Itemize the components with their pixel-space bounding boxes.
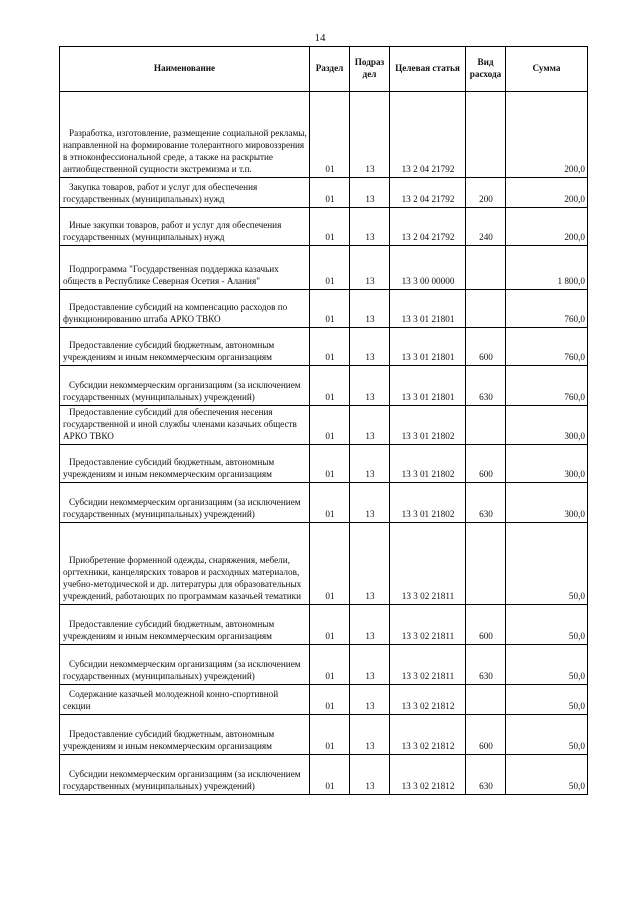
row-subsection: 13: [350, 482, 390, 522]
table-row: [60, 482, 588, 522]
row-sum: 300,0: [506, 406, 588, 445]
row-name: Субсидии некоммерческим организациям (за исключением государственных (муниципальных) учреждений): [60, 754, 310, 794]
row-expense-type: 600: [466, 444, 506, 482]
row-expense-type: [466, 290, 506, 328]
row-subsection: 13: [350, 604, 390, 644]
row-name: Иные закупки товаров, работ и услуг для обеспечения государственных (муниципальных) нужд: [60, 208, 310, 246]
table-row: [60, 604, 588, 644]
row-name: Разработка, изготовление, размещение социальной рекламы, направленной на формирование толерантного мировоззрения в этноконфессиональной среде, а также на раскрытие антиобщественной сущности экстремизма и т.п.: [60, 92, 310, 178]
row-subsection: 13: [350, 406, 390, 445]
row-sum: 200,0: [506, 92, 588, 178]
row-section: 01: [310, 92, 350, 178]
row-section: 01: [310, 482, 350, 522]
row-expense-type: [466, 522, 506, 604]
row-target: 13 3 02 21811: [390, 604, 466, 644]
table-row: [60, 714, 588, 754]
row-section: 01: [310, 406, 350, 445]
row-name: Субсидии некоммерческим организациям (за исключением государственных (муниципальных) учреждений): [60, 644, 310, 684]
page-number: 14: [314, 32, 326, 44]
table-row: [60, 246, 588, 290]
row-expense-type: 630: [466, 644, 506, 684]
row-expense-type: 630: [466, 754, 506, 794]
row-name: Предоставление субсидий бюджетным, автономным учреждениям и иным некоммерческим организациям: [60, 328, 310, 366]
column-header-section: Раздел: [310, 47, 350, 92]
row-name: Закупка товаров, работ и услуг для обеспечения государственных (муниципальных) нужд: [60, 178, 310, 208]
row-section: 01: [310, 522, 350, 604]
row-expense-type: [466, 406, 506, 445]
row-name: Предоставление субсидий бюджетным, автономным учреждениям и иным некоммерческим организациям: [60, 604, 310, 644]
row-target: 13 3 02 21812: [390, 684, 466, 714]
table-header: [60, 47, 588, 92]
table-row: [60, 644, 588, 684]
row-target: 13 3 01 21802: [390, 482, 466, 522]
column-header-name: Наименование: [60, 47, 310, 92]
column-header-sum: Сумма: [506, 47, 588, 92]
row-section: 01: [310, 366, 350, 406]
row-target: 13 3 02 21812: [390, 714, 466, 754]
row-name: Субсидии некоммерческим организациям (за исключением государственных (муниципальных) учреждений): [60, 366, 310, 406]
row-name: Предоставление субсидий бюджетным, автономным учреждениям и иным некоммерческим организациям: [60, 714, 310, 754]
row-section: 01: [310, 328, 350, 366]
table-row: [60, 754, 588, 794]
row-target: 13 2 04 21792: [390, 208, 466, 246]
row-section: 01: [310, 684, 350, 714]
row-target: 13 3 01 21802: [390, 406, 466, 445]
row-subsection: 13: [350, 208, 390, 246]
table-row: [60, 684, 588, 714]
row-expense-type: [466, 684, 506, 714]
row-subsection: 13: [350, 328, 390, 366]
row-section: 01: [310, 208, 350, 246]
row-target: 13 2 04 21792: [390, 92, 466, 178]
row-name: Приобретение форменной одежды, снаряжения, мебели, оргтехники, канцелярских товаров и расходных материалов, учебно-методической и др. литературы для образовательных учреждений, работающих по программам казачьей тематики: [60, 522, 310, 604]
row-subsection: 13: [350, 684, 390, 714]
table-row: [60, 178, 588, 208]
row-expense-type: [466, 92, 506, 178]
row-sum: 50,0: [506, 684, 588, 714]
row-subsection: 13: [350, 178, 390, 208]
row-subsection: 13: [350, 246, 390, 290]
row-sum: 50,0: [506, 522, 588, 604]
row-expense-type: 600: [466, 604, 506, 644]
row-section: 01: [310, 246, 350, 290]
table-row: [60, 522, 588, 604]
row-section: 01: [310, 290, 350, 328]
table-row: [60, 328, 588, 366]
table-row: [60, 406, 588, 445]
row-name: Предоставление субсидий на компенсацию расходов по функционированию штаба АРКО ТВКО: [60, 290, 310, 328]
row-expense-type: 630: [466, 366, 506, 406]
row-sum: 760,0: [506, 366, 588, 406]
row-target: 13 3 00 00000: [390, 246, 466, 290]
row-sum: 300,0: [506, 444, 588, 482]
row-subsection: 13: [350, 754, 390, 794]
row-target: 13 3 01 21802: [390, 444, 466, 482]
table-body: [60, 92, 588, 795]
row-section: 01: [310, 178, 350, 208]
row-subsection: 13: [350, 714, 390, 754]
table-row: [60, 290, 588, 328]
row-subsection: 13: [350, 290, 390, 328]
column-header-target: Целевая статья: [390, 47, 466, 92]
column-header-expense-type: Вид расхода: [466, 47, 506, 92]
row-section: 01: [310, 644, 350, 684]
row-subsection: 13: [350, 522, 390, 604]
row-target: 13 3 02 21811: [390, 644, 466, 684]
row-subsection: 13: [350, 444, 390, 482]
row-sum: 50,0: [506, 604, 588, 644]
row-target: 13 3 01 21801: [390, 290, 466, 328]
table-row: [60, 444, 588, 482]
table-row: [60, 366, 588, 406]
row-sum: 200,0: [506, 178, 588, 208]
row-name: Предоставление субсидий бюджетным, автономным учреждениям и иным некоммерческим организациям: [60, 444, 310, 482]
row-sum: 760,0: [506, 290, 588, 328]
row-sum: 300,0: [506, 482, 588, 522]
row-target: 13 3 02 21811: [390, 522, 466, 604]
row-name: Субсидии некоммерческим организациям (за исключением государственных (муниципальных) учреждений): [60, 482, 310, 522]
row-section: 01: [310, 754, 350, 794]
row-expense-type: 630: [466, 482, 506, 522]
row-section: 01: [310, 604, 350, 644]
row-sum: 50,0: [506, 714, 588, 754]
row-target: 13 3 01 21801: [390, 366, 466, 406]
row-sum: 50,0: [506, 644, 588, 684]
row-name: Содержание казачьей молодежной конно-спортивной секции: [60, 684, 310, 714]
row-sum: 50,0: [506, 754, 588, 794]
row-expense-type: 240: [466, 208, 506, 246]
row-name: Предоставление субсидий для обеспечения несения государственной и иной службы членами казачьих обществ АРКО ТВКО: [60, 406, 310, 445]
row-target: 13 3 02 21812: [390, 754, 466, 794]
row-section: 01: [310, 444, 350, 482]
row-target: 13 2 04 21792: [390, 178, 466, 208]
row-expense-type: [466, 246, 506, 290]
row-target: 13 3 01 21801: [390, 328, 466, 366]
row-subsection: 13: [350, 644, 390, 684]
table-row: [60, 92, 588, 178]
row-subsection: 13: [350, 92, 390, 178]
table-row: [60, 208, 588, 246]
row-section: 01: [310, 714, 350, 754]
budget-table: [59, 46, 588, 795]
row-expense-type: 600: [466, 714, 506, 754]
row-sum: 760,0: [506, 328, 588, 366]
row-expense-type: 600: [466, 328, 506, 366]
column-header-subsection: Подраз дел: [350, 47, 390, 92]
row-expense-type: 200: [466, 178, 506, 208]
row-sum: 1 800,0: [506, 246, 588, 290]
row-subsection: 13: [350, 366, 390, 406]
row-name: Подпрограмма "Государственная поддержка казачьих обществ в Республике Северная Осетия - Алания": [60, 246, 310, 290]
row-sum: 200,0: [506, 208, 588, 246]
